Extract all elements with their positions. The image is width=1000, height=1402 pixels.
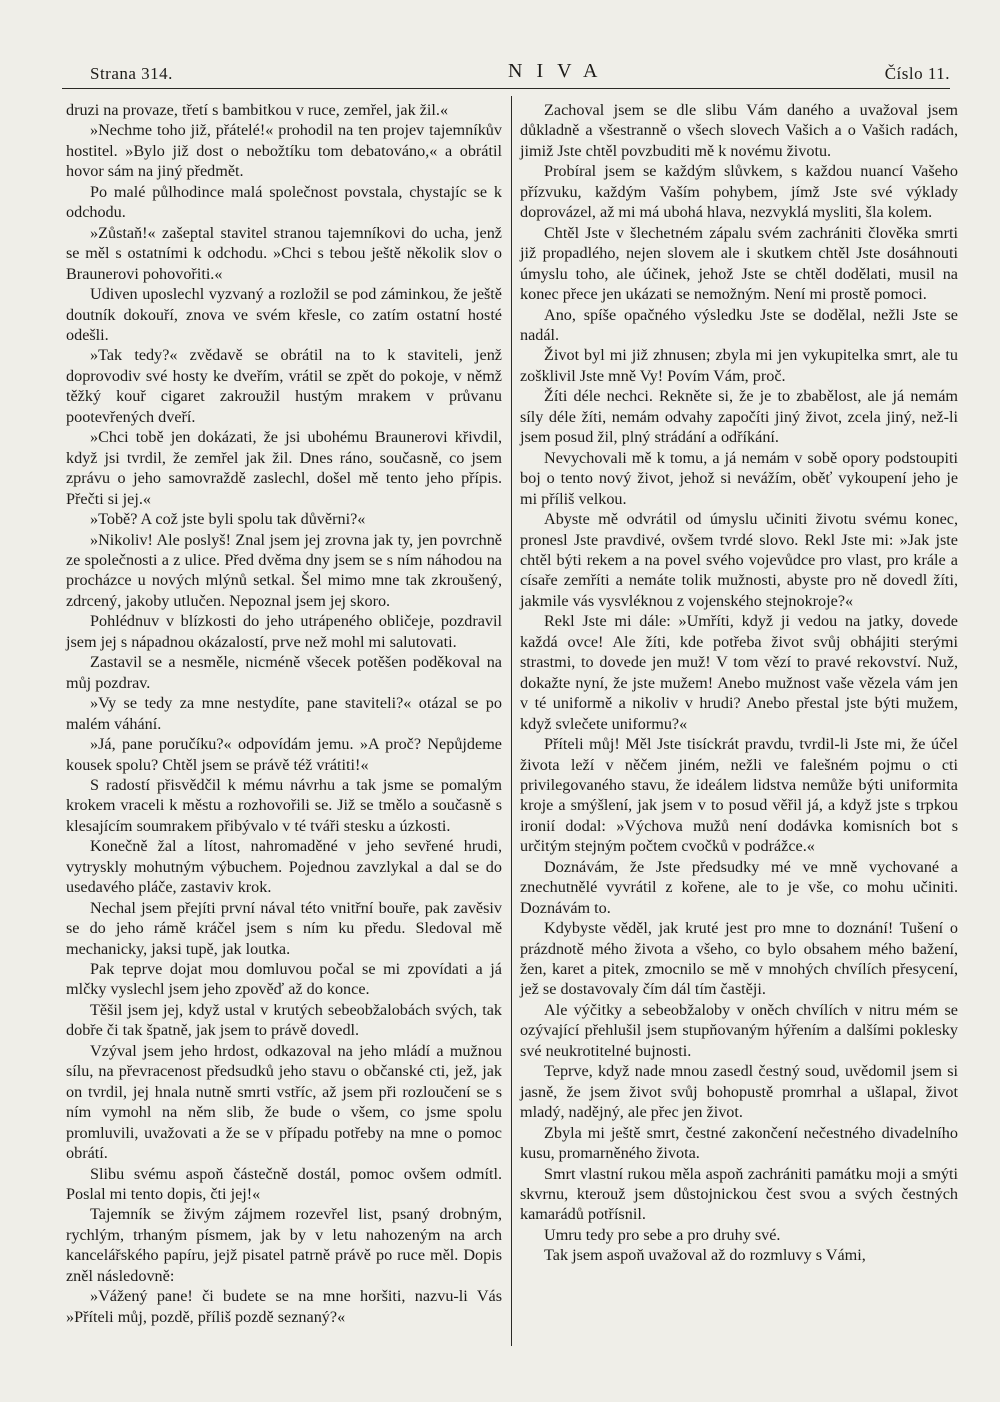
paragraph: Zastavil se a nesměle, nicméně všecek potěšen poděkoval na můj pozdrav. — [66, 653, 502, 692]
paragraph: Smrt vlastní rukou měla aspoň zachrániti památku moji a smýti skvrnu, kterouž jsem důstojnickou čest svou a svých čestných kamarádů potřísnil. — [520, 1164, 958, 1224]
paragraph: Vzýval jsem jeho hrdost, odkazoval na jeho mládí a mužnou sílu, na převracenost předsudků jeho stavu o občanské cti, jež, jak on tvrdil, jej hnala nutně smrti vstříc, až jsem při rozloučení se s ním vymohl na něm slib, že bude o všem, co jsme spolu promluvili, uvažovati a že se v případu potřeby na mne o pomoc obrátí. — [66, 1041, 502, 1163]
paragraph: »Nikoliv! Ale poslyš! Znal jsem jej zrovna jak ty, jen povrchně ze společnosti a z ulice. Před dvěma dny jsem se s ním náhodou na procházce u nových mlýnů setkal. Šel mimo mne tak zkroušený, zdrcený, jakoby utlučen. Nepoznal jsem jej skoro. — [66, 530, 502, 610]
paragraph: »Vážený pane! či budete se na mne horšiti, nazvu-li Vás »Příteli můj, pozdě, příliš pozdě seznaný?« — [66, 1287, 502, 1326]
paragraph: Po malé půlhodince malá společnost povstala, chystajíc se k odchodu. — [66, 182, 502, 222]
paragraph: »Tobě? A což jste byli spolu tak důvěrni?« — [90, 510, 366, 529]
paragraph: »Vy se tedy za mne nestydíte, pane staviteli?« otázal se po malém váhání. — [66, 694, 502, 733]
paragraph: Zachoval jsem se dle slibu Vám daného a uvažoval jsem důkladně a všestranně o všech slovech Vašich a o Vašich radách, jimiž Jste chtěl povzbuditi mě k novému životu. — [520, 101, 958, 160]
paragraph: Slibu svému aspoň částečně dostál, pomoc ovšem odmítl. Poslal mi tento dopis, čti jej!« — [66, 1164, 502, 1204]
paragraph: Tak jsem aspoň uvažoval až do rozmluvy s Vámi, — [544, 1246, 866, 1265]
paragraph: Tajemník se živým zájmem rozevřel list, psaný drobným, rychlým, trhaným písmem, jak by v letu nahozeným na arch kancelářského papíru, jejž pisatel patrně právě po ruce měl. Dopis zněl následovně: — [66, 1205, 502, 1285]
paragraph: »Zůstaň!« zašeptal stavitel stranou tajemníkovi do ucha, jenž se měl s ostatními k odchodu. »Chci s tebou ještě několik slov o Braunerovi pohovořiti.« — [66, 223, 502, 283]
left-column — [66, 100, 502, 1327]
paragraph: Chtěl Jste v šlechetném zápalu svém zachrániti člověka smrti již propadlého, nejen slovem ale i skutkem chtěl Jste dosáhnouti úmyslu toho, ale účinek, jehož Jste se chtěl dodělati, musil na konec přece jen ukázati se nemožným. Není mi prostě pomoci. — [520, 223, 958, 304]
column-divider — [511, 96, 512, 1346]
paragraph: druzi na provaze, třetí s bambitkou v ruce, zemřel, jak žil.« — [66, 101, 449, 119]
paragraph: Nevychovali mě k tomu, a já nemám v sobě opory podstoupiti boj o tento nový život, jehož si nevážím, oběť vykoupení jeho je mi příliš velkou. — [520, 448, 958, 508]
right-column — [520, 100, 958, 1266]
paragraph: S radostí přisvědčil k mému návrhu a tak jsme se pomalým krokem vraceli k městu a rozhovořili se. Již se tmělo a současně s klesajícím soumrakem přibývalo v té tváři stesku a úzkosti. — [66, 775, 502, 835]
paragraph: Umru tedy pro sebe a pro druhy své. — [544, 1225, 781, 1244]
header-rule — [62, 88, 950, 89]
paragraph: Kdybyste věděl, jak kruté jest pro mne to doznání! Tušení o prázdnotě mého života a všeho, co bylo obsahem mého bažení, žen, karet a pitek, zmocnilo se mě v mnohých chvílích přesycení, jež se dostavovaly čím dál tím častěji. — [520, 919, 958, 999]
paragraph: Rekl Jste mi dále: »Umříti, když ji vedou na jatky, dovede každá ovce! Ale žíti, kde potřeba život svůj obhájiti sterými strastmi, to dovede jen muž! V tom vězí to pravé rekovství. Nuž, dokažte nyní, že jste mužem! Anebo mužnost vaše vězela vám jen v té uniformě a nikoliv v hrudi? Anebo přestal jste býti mužem, když svlečete uniformu?« — [520, 612, 958, 733]
paragraph: Konečně žal a lítost, nahromaděné v jeho sevřené hrudi, vytryskly mohutným výbuchem. Pojednou zavzlykal a dal se do usedavého pláče, zastaviv krok. — [66, 837, 502, 897]
paragraph: Doznávám, že Jste předsudky mé ve mně vychované a znechutnělé vyvrátil z kořene, ale to je vše, co mohu učiniti. Doznávám to. — [520, 857, 958, 917]
paragraph: Ale výčitky a sebeobžaloby v oněch chvílích v nitru mém se ozývající přehlušil jsem stupňovaným hýřením a dalšími poklesky své neukrotitelné bujnosti. — [520, 1000, 958, 1060]
journal-title: NIVA — [508, 60, 612, 82]
paragraph: Žíti déle nechci. Rekněte si, že je to zbabělost, ale já nemám síly déle žíti, nemám odvahy započíti jiný život, zcela jiný, než-li jsem posud žil, plný strádání a odříkání. — [520, 387, 958, 447]
paragraph: Nechal jsem přejíti první nával této vnitřní bouře, pak zavěsiv se do jeho rámě kráčel jsem s ním ku předu. Sledoval mě mechanicky, jaksi tupě, jak loutka. — [66, 898, 502, 958]
paragraph: Zbyla mi ještě smrt, čestné zakončení nečestného divadelního kusu, promarněného života. — [520, 1123, 958, 1163]
issue-number: Číslo 11. — [884, 64, 950, 83]
paragraph: Život byl mi již zhnusen; zbyla mi jen vykupitelka smrt, ale tu zošklivil Jste mně Vy! Povím Vám, proč. — [520, 346, 958, 385]
paragraph: »Já, pane poručíku?« odpovídám jemu. »A proč? Nepůjdeme kousek spolu? Chtěl jsem se právě též vrátiti!« — [66, 735, 502, 774]
paragraph: Abyste mě odvrátil od úmyslu učiniti životu svému konec, pronesl Jste pravdivé, ovšem tvrdé slovo. Rekl Jste mi: »Jak jste chtěl býti rekem a na povel svého vojevůdce pro vlast, pro krále a císaře zemříti a nemáte tolik mužnosti, abyste pro ně dovedl žíti, jakmile vás vysvléknou z vojenského stejnokroje?« — [520, 510, 958, 610]
paragraph: »Tak tedy?« zvědavě se obrátil na to k staviteli, jenž doprovodiv své hosty ke dveřím, vrátil se zpět do pokoje, v němž těžký kouř cigaret zakroužil hustým mrakem v průvanu pootevřených dveří. — [66, 346, 502, 426]
paragraph: Ano, spíše opačného výsledku Jste se dodělal, nežli Jste se nadál. — [520, 305, 958, 344]
paragraph: Teprve, když nade mnou zasedl čestný soud, uvědomil jsem si jasně, že jsem život svůj bohopustě promrhal a ušlapal, život mladý, nadějný, ale přec jen život. — [520, 1062, 958, 1122]
paragraph: Udiven uposlechl vyzvaný a rozložil se pod záminkou, že ještě doutník dokouří, znova ve svém křesle, co zatím ostatní hosté odešli. — [66, 285, 502, 344]
paragraph: Probíral jsem se každým slůvkem, s každou nuancí Vašeho přízvuku, každým Vaším pohybem, jímž Jste své výklady doprovázel, až mi má ubohá hlava, nezvyklá mysliti, šla kolem. — [520, 162, 958, 222]
paragraph: Příteli můj! Měl Jste tisíckrát pravdu, tvrdil-li Jste mi, že účel života leží v něčem jiném, nežli ve falešném pojmu o cti privilegovaného stavu, že ideálem lidstva nemůže býti uniformita kroje a smýšlení, jak jsem v to posud věřil já, a když jste s trpkou ironií dodal: »Výchova mužů není dodávka komisních bot s určitým stejným počtem cvočků v podrážce.« — [520, 735, 958, 856]
paragraph: Pohlédnuv v blízkosti do jeho utrápeného obličeje, pozdravil jsem jej s nápadnou okázalostí, prve než mohl mi salutovati. — [66, 612, 502, 651]
paragraph: »Chci tobě jen dokázati, že jsi ubohému Braunerovi křivdil, když jsi tvrdil, že zemřel jak žil. Dnes ráno, současně, co jsem zprávu o jeho samovraždě zaslechl, došel mě tento jeho přípis. Přečti si jej.« — [66, 428, 502, 508]
paragraph: Těšil jsem jej, když ustal v krutých sebeobžalobách svých, tak dobře či tak špatně, jak jsem to právě dovedl. — [66, 1000, 502, 1040]
paragraph: »Nechme toho již, přátelé!« prohodil na ten projev tajemníkův hostitel. »Bylo již dost o nebožtíku tom debatováno,« a obrátil hovor sám na jiný předmět. — [66, 121, 502, 181]
page-header — [62, 60, 950, 88]
page-number: Strana 314. — [90, 64, 173, 83]
paragraph: Pak teprve dojat mou domluvou počal se mi zpovídati a já mlčky vyslechl jsem jeho zpověď až do konce. — [66, 960, 502, 999]
